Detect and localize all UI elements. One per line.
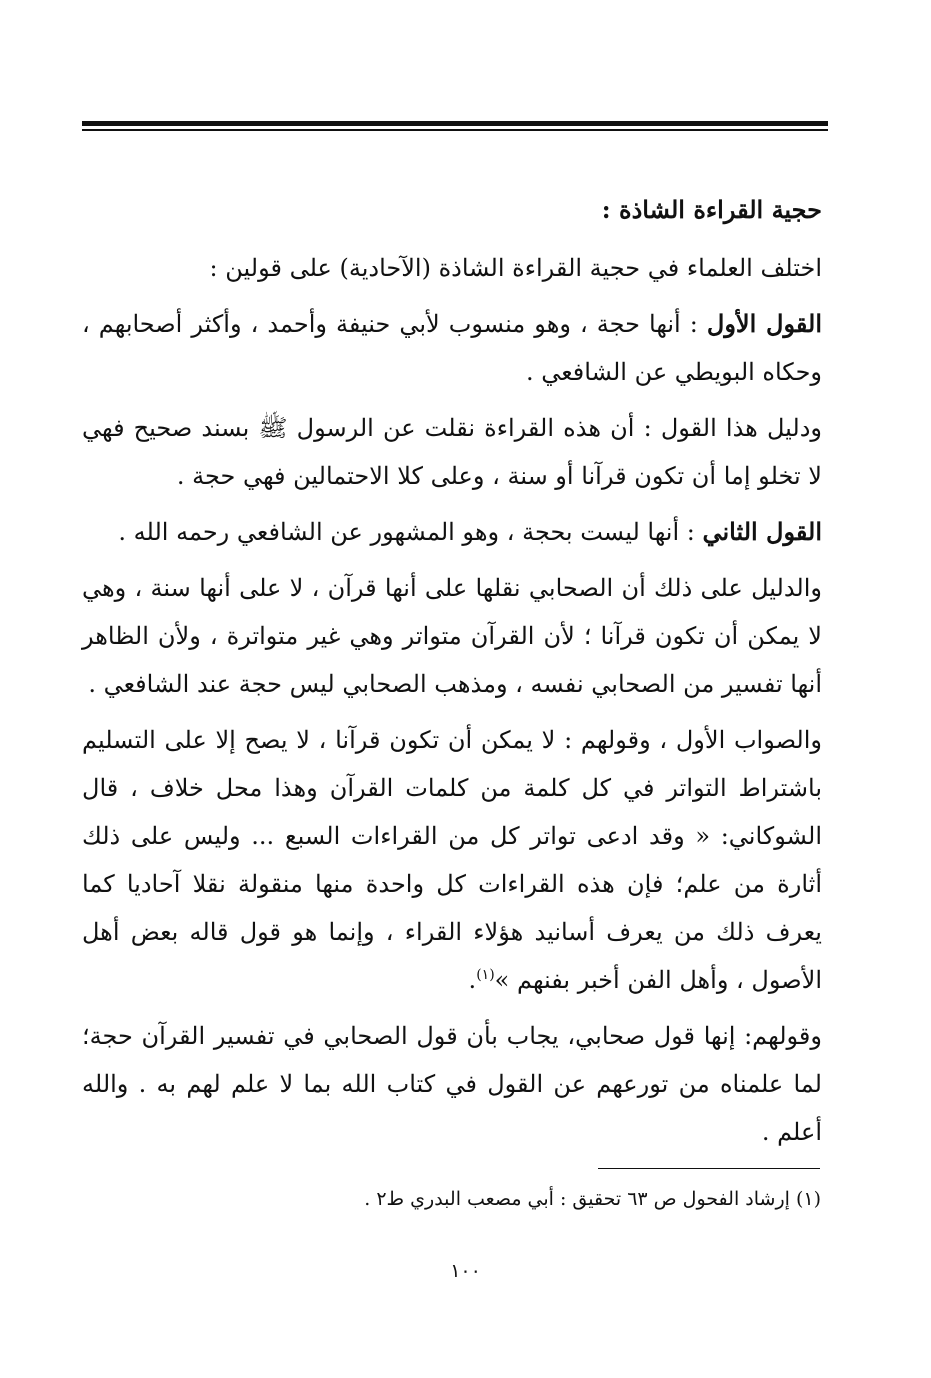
page-number: ١٠٠ xyxy=(450,1260,481,1282)
main-text xyxy=(82,180,822,1164)
paragraph xyxy=(82,404,822,500)
footnote: (١) إرشاد الفحول ص ٦٣ تحقيق : أبي مصعب البدري ط٢ . xyxy=(364,1188,821,1210)
paragraph-lead: القول الأول xyxy=(706,309,822,338)
header-rule-thin xyxy=(82,129,828,131)
paragraph-lead: القول الثاني xyxy=(702,517,822,546)
paragraph xyxy=(82,716,822,1004)
paragraph-text: والدليل على ذلك أن الصحابي نقلها على أنها قرآن ، لا على أنها سنة ، وهي لا يمكن أن تكون قرآنا ؛ لأن القرآن متواتر وهي غير متواترة ، ولأن الظاهر أنها تفسير من الصحابي نفسه ، ومذهب الصحابي ليس حجة عند الشافعي . xyxy=(82,574,822,698)
footnote-rule xyxy=(598,1168,820,1169)
header-rule-thick xyxy=(82,121,828,126)
paragraph-text: وقولهم: إنها قول صحابي، يجاب بأن قول الصحابي في تفسير القرآن حجة؛ لما علمناه من تورعهم عن القول في كتاب الله بما لا علم لهم به . والله أعلم . xyxy=(82,1022,822,1146)
paragraph-text: ودليل هذا القول : أن هذه القراءة نقلت عن الرسول ﷺ بسند صحيح فهي لا تخلو إما أن تكون قرآنا أو سنة ، وعلى كلا الاحتمالين فهي حجة . xyxy=(82,414,822,490)
paragraph-text: اختلف العلماء في حجية القراءة الشاذة (الآحادية) على قولين : xyxy=(209,254,822,282)
paragraph-text: والصواب الأول ، وقولهم : لا يمكن أن تكون قرآنا ، لا يصح إلا على التسليم باشتراط التواتر في كل كلمة من كلمات القرآن وهذا محل خلاف ، قال الشوكاني: « وقد ادعى تواتر كل من القراءات السبع ... وليس على ذلك أثارة من علم؛ فإن هذه القراءات كل واحدة منها منقولة نقلا آحاديا كما يعرف ذلك من يعرف أسانيد هؤلاء القراء ، وإنما هو قول قاله بعض أهل الأصول ، وأهل الفن أخبر بفنهم » xyxy=(82,726,822,994)
paragraph xyxy=(82,564,822,708)
footnote-marker[interactable]: (١) xyxy=(476,967,495,983)
paragraph-text: : أنها ليست بحجة ، وهو المشهور عن الشافعي رحمه الله . xyxy=(118,518,703,546)
paragraph xyxy=(82,508,822,556)
paragraph xyxy=(82,244,822,292)
paragraph xyxy=(82,1012,822,1156)
paragraph-tail: . xyxy=(468,966,477,994)
paragraph xyxy=(82,300,822,396)
section-heading: حجية القراءة الشاذة : xyxy=(601,195,822,224)
paragraph-text: : أنها حجة ، وهو منسوب لأبي حنيفة وأحمد ، وأكثر أصحابهم ، وحكاه البويطي عن الشافعي . xyxy=(82,310,822,386)
